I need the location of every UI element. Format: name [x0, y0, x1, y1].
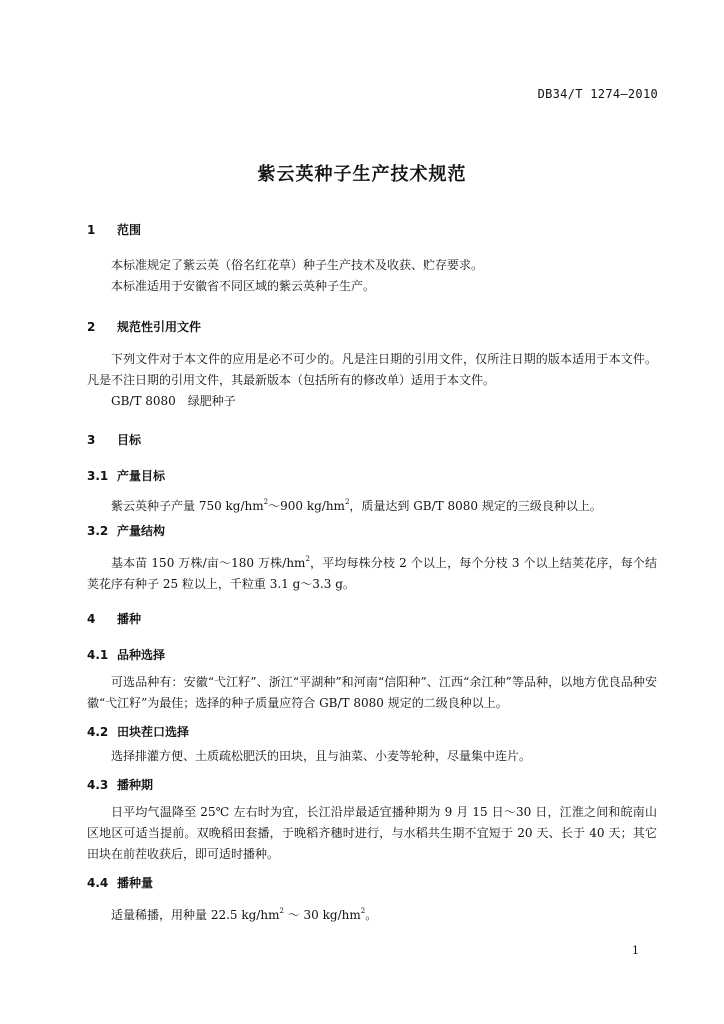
section-3-1-paragraph: [87, 492, 657, 517]
text-segment: 紫云英种子产量 750 kg/hm: [111, 499, 264, 513]
section-title: 播种期: [117, 778, 154, 792]
superscript: 2: [263, 498, 269, 506]
superscript: 2: [279, 907, 284, 915]
section-number: 4.3: [87, 778, 109, 792]
text-segment: ，平均每株分枝 2 个以上，每个分枝 3 个以上结荚花序，每个结荚花序有种子 25 粒以上，千粒重 3.1 g～3.3 g。: [87, 556, 658, 591]
text-segment: ～ 30 kg/hm: [283, 908, 361, 922]
section-1-heading: [87, 221, 141, 238]
section-2-paragraph-1: 下列文件对于本文件的应用是必不可少的。凡是注日期的引用文件，仅所注日期的版本适用于本文件。凡是不注日期的引用文件，其最新版本（包括所有的修改单）适用于本文件。: [87, 352, 657, 387]
section-number: 4.1: [87, 648, 109, 662]
section-title: 品种选择: [117, 648, 166, 662]
document-code: DB34/T 1274—2010: [537, 87, 658, 101]
section-number: 1: [87, 223, 96, 237]
section-4-3-paragraph: 日平均气温降至 25℃ 左右时为宜，长江沿岸最适宜播种期为 9 月 15 日～30 日，江淮之间和皖南山区地区可适当提前。双晚稻田套播，于晚稻齐穗时进行，与水稻共生期不宜短于 20 天、长于 40 天；其它田块在前茬收获后，即可适时播种。: [87, 805, 657, 861]
text-segment: 。: [365, 908, 378, 922]
section-title: 目标: [117, 433, 142, 447]
text-segment: 基本苗 150 万株/亩～180 万株/hm: [111, 556, 306, 570]
section-title: 产量结构: [117, 524, 166, 538]
section-title: 规范性引用文件: [117, 320, 202, 334]
section-4-2-paragraph: 选择排灌方便、土质疏松肥沃的田块，且与油菜、小麦等轮种，尽量集中连片。: [111, 749, 532, 763]
text-segment: ，质量达到 GB/T 8080 规定的三级良种以上。: [349, 499, 602, 513]
section-3-1-heading: [87, 467, 165, 484]
section-4-1-paragraph: 可选品种有：安徽“弋江籽”、浙江“平湖种”和河南“信阳种”、江西“余江种”等品种，以地方优良品种安徽“弋江籽”为最佳；选择的种子质量应符合 GB/T 8080 规定的二级良种以上。: [87, 675, 657, 710]
section-4-4-paragraph: [87, 901, 657, 926]
section-4-1-heading: [87, 646, 165, 663]
section-title: 田块茬口选择: [117, 725, 190, 739]
section-1-paragraph-1: 本标准规定了紫云英（俗名红花草）种子生产技术及收获、贮存要求。: [111, 258, 484, 272]
section-number: 3.1: [87, 469, 109, 483]
section-3-heading: [87, 431, 141, 448]
document-title: 紫云英种子生产技术规范: [257, 164, 467, 185]
section-3-2-heading: [87, 522, 165, 539]
section-4-2-heading: [87, 723, 189, 740]
section-4-4-heading: [87, 874, 153, 891]
section-title: 范围: [117, 223, 142, 237]
section-number: 3: [87, 433, 96, 447]
section-2-reference: GB/T 8080 绿肥种子: [111, 394, 236, 408]
section-4-heading: [87, 610, 141, 627]
section-3-2-paragraph: [87, 549, 657, 595]
section-number: 4.2: [87, 725, 109, 739]
section-2-heading: [87, 318, 201, 335]
superscript: 2: [305, 555, 310, 563]
page-number: 1: [632, 944, 639, 957]
section-number: 3.2: [87, 524, 109, 538]
section-title: 播种: [117, 612, 142, 626]
section-4-3-heading: [87, 776, 153, 793]
section-title: 播种量: [117, 876, 154, 890]
section-1-paragraph-2: 本标准适用于安徽省不同区域的紫云英种子生产。: [111, 279, 376, 293]
text-segment: ～900 kg/hm: [268, 499, 345, 513]
section-number: 2: [87, 320, 96, 334]
superscript: 2: [360, 907, 366, 915]
text-segment: 适量稀播，用种量 22.5 kg/hm: [111, 908, 280, 922]
section-number: 4: [87, 612, 96, 626]
section-number: 4.4: [87, 876, 109, 890]
section-title: 产量目标: [117, 469, 166, 483]
superscript: 2: [344, 498, 350, 506]
